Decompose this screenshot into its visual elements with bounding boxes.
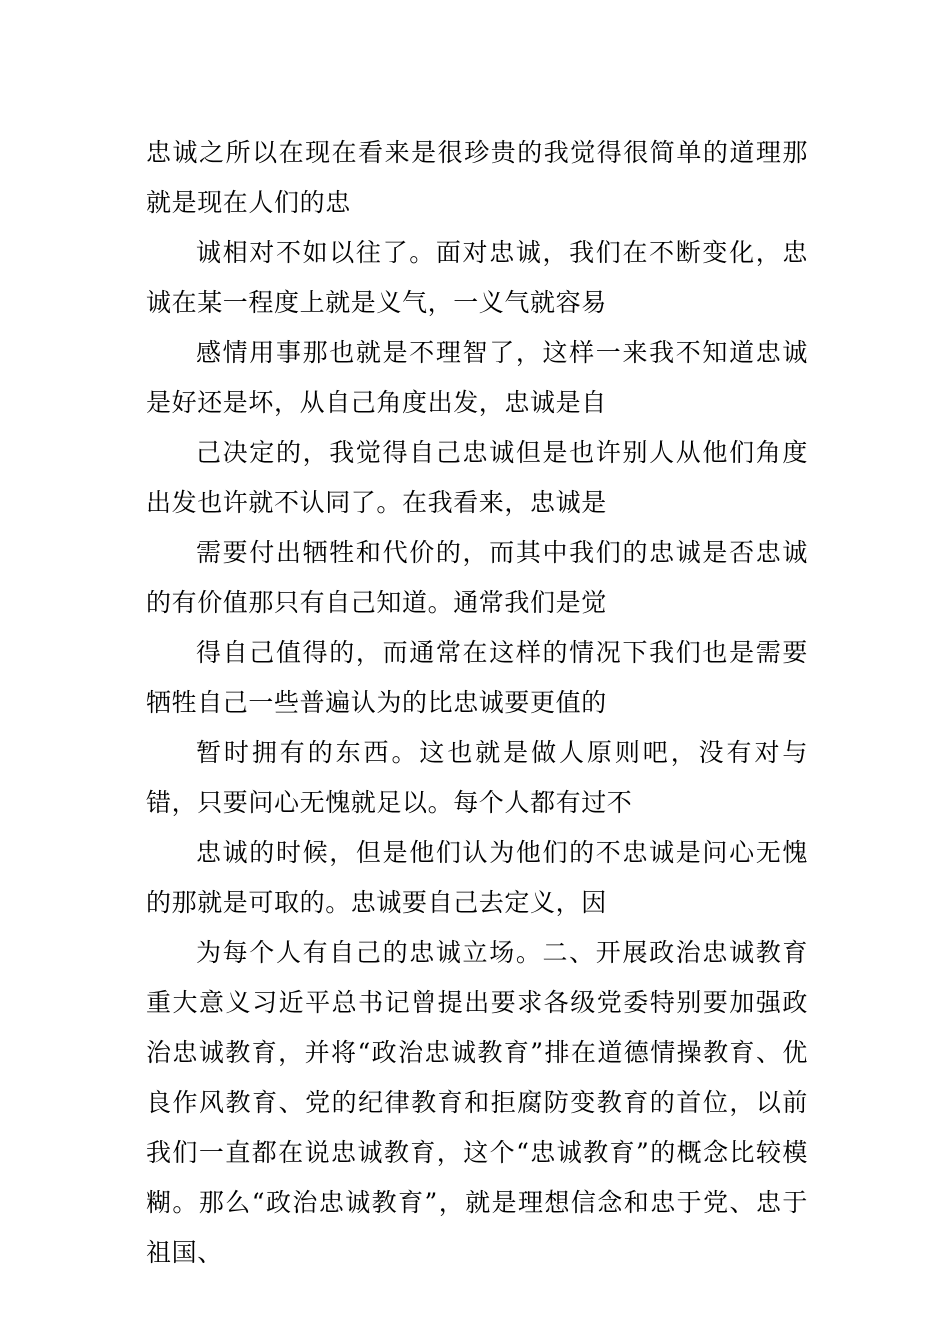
paragraph: 忠诚的时候，但是他们认为他们的不忠诚是问心无愧的那就是可取的。忠诚要自己去定义，因 — [146, 838, 808, 917]
paragraph: 感情用事那也就是不理智了，这样一来我不知道忠诚是好还是坏，从自己角度出发，忠诚是自 — [146, 338, 808, 417]
paragraph: 暂时拥有的东西。这也就是做人原则吧，没有对与错，只要问心无愧就足以。每个人都有过不 — [146, 738, 808, 817]
paragraph: 需要付出牺牲和代价的，而其中我们的忠诚是否忠诚的有价值那只有自己知道。通常我们是觉 — [146, 538, 808, 617]
paragraph: 为每个人有自己的忠诚立场。二、开展政治忠诚教育重大意义习近平总书记曾提出要求各级党委特别要加强政治忠诚教育，并将“政治忠诚教育”排在道德情操教育、优良作风教育、党的纪律教育和拒腐防变教育的首位，以前我们一直都在说忠诚教育，这个“忠诚教育”的概念比较模糊。那么“政治忠诚教育”，就是理想信念和忠于党、忠于祖国、 — [146, 938, 808, 1267]
paragraph: 忠诚之所以在现在看来是很珍贵的我觉得很简单的道理那就是现在人们的忠 — [146, 138, 808, 217]
paragraph: 己决定的，我觉得自己忠诚但是也许别人从他们角度出发也许就不认同了。在我看来，忠诚是 — [146, 438, 808, 517]
paragraph: 诚相对不如以往了。面对忠诚，我们在不断变化，忠诚在某一程度上就是义气，一义气就容易 — [146, 238, 808, 317]
body-text — [146, 128, 808, 1278]
paragraph: 得自己值得的，而通常在这样的情况下我们也是需要牺牲自己一些普遍认为的比忠诚要更值的 — [146, 638, 808, 717]
